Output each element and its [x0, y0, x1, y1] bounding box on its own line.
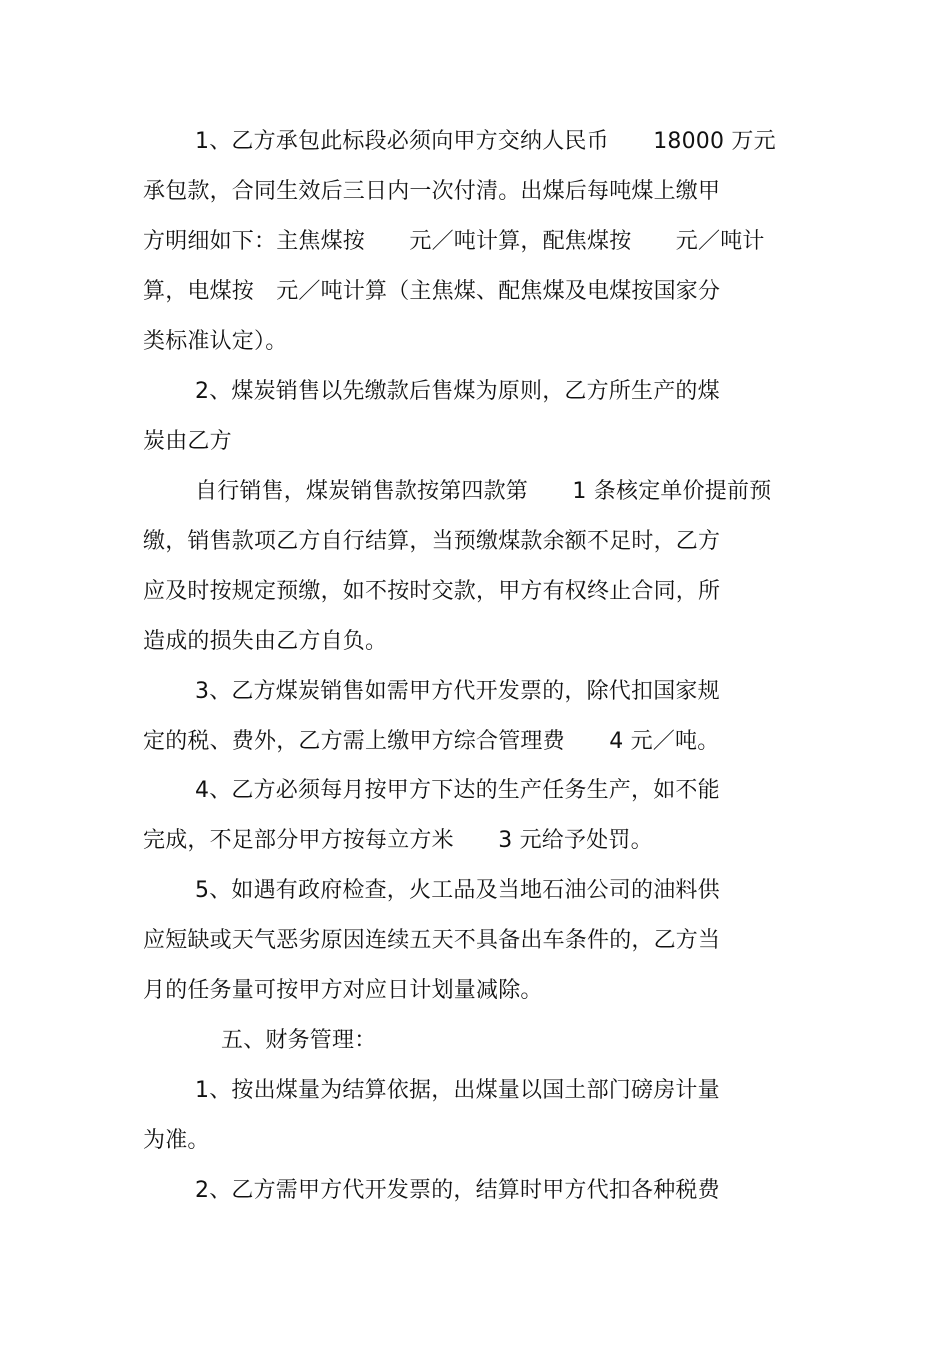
text-line: 类标准认定）。 [143, 329, 288, 354]
text-line: 应短缺或天气恶劣原因连续五天不具备出车条件的，乙方当 [143, 928, 721, 953]
text-line: 为准。 [143, 1128, 210, 1153]
text-line: 造成的损失由乙方自负。 [143, 629, 388, 654]
text-line: 缴，销售款项乙方自行结算，当预缴煤款余额不足时，乙方 [143, 529, 721, 554]
text-line: 5、如遇有政府检查，火工品及当地石油公司的油料供 [195, 878, 720, 903]
text-line: 1、按出煤量为结算依据，出煤量以国土部门磅房计量 [195, 1078, 720, 1103]
text-line: 1、乙方承包此标段必须向甲方交纳人民币 18000 万元 [195, 129, 776, 154]
text-line: 4、乙方必须每月按甲方下达的生产任务生产，如不能 [195, 778, 720, 803]
text-line: 定的税、费外，乙方需上缴甲方综合管理费 4 元／吨。 [143, 729, 720, 754]
text-line: 炭由乙方 [143, 429, 232, 454]
text-line: 自行销售，煤炭销售款按第四款第 1 条核定单价提前预 [195, 479, 772, 504]
text-line: 月的任务量可按甲方对应日计划量减除。 [143, 978, 543, 1003]
text-line: 完成，不足部分甲方按每立方米 3 元给予处罚。 [143, 828, 653, 853]
section-heading: 五、财务管理： [221, 1028, 377, 1053]
text-line: 应及时按规定预缴，如不按时交款，甲方有权终止合同，所 [143, 579, 721, 604]
text-line: 承包款，合同生效后三日内一次付清。出煤后每吨煤上缴甲 [143, 179, 721, 204]
text-line: 方明细如下：主焦煤按 元／吨计算，配焦煤按 元／吨计 [143, 229, 765, 254]
text-line: 2、煤炭销售以先缴款后售煤为原则，乙方所生产的煤 [195, 379, 720, 404]
text-line: 3、乙方煤炭销售如需甲方代开发票的，除代扣国家规 [195, 679, 720, 704]
text-line: 2、乙方需甲方代开发票的，结算时甲方代扣各种税费 [195, 1178, 720, 1203]
text-line: 算，电煤按 元／吨计算（主焦煤、配焦煤及电煤按国家分 [143, 279, 721, 304]
